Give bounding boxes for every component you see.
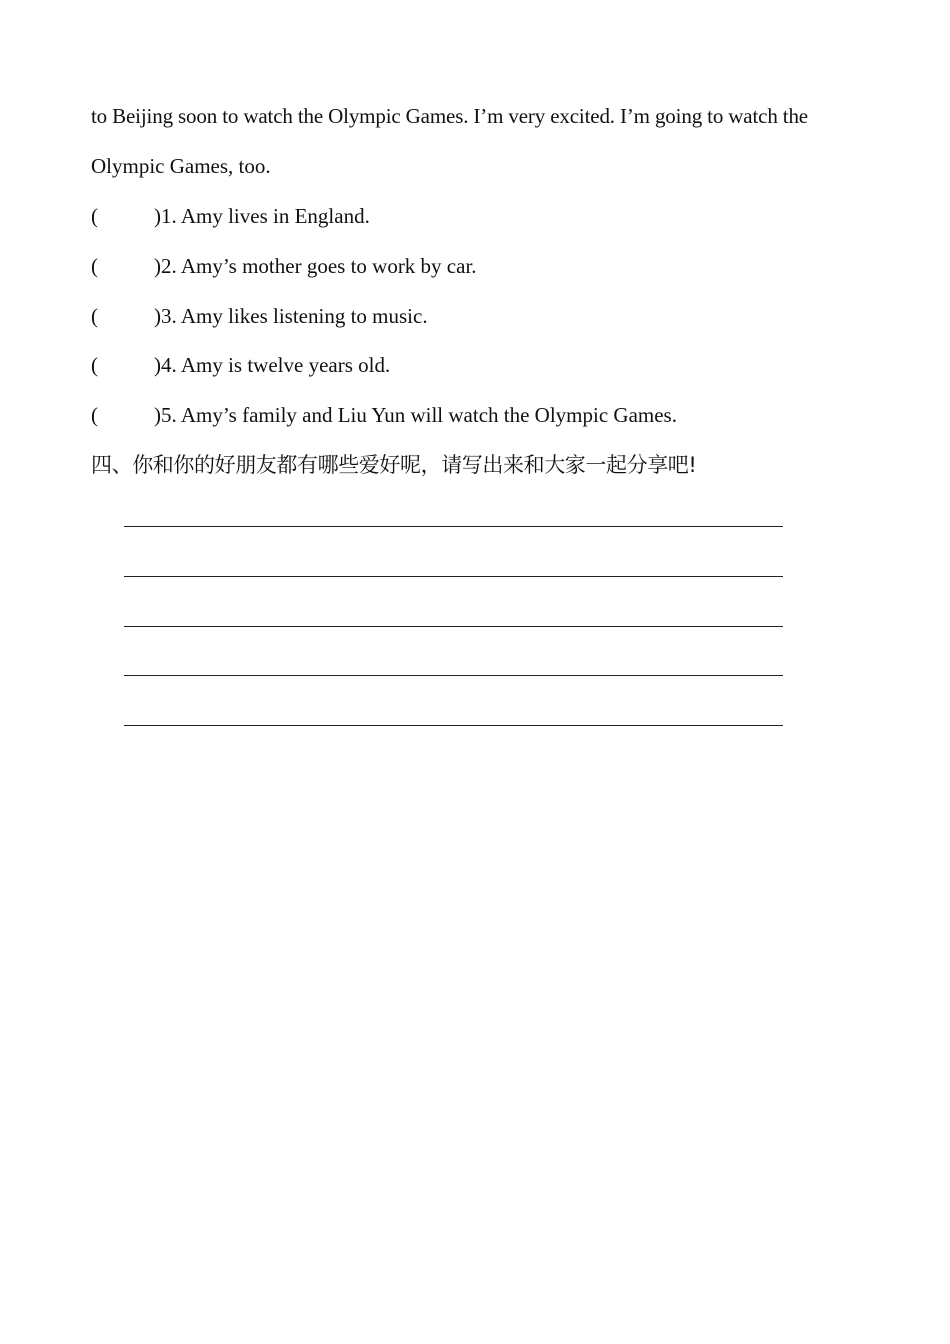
section-4-heading: 四、你和你的好朋友都有哪些爱好呢，请写出来和大家一起分享吧! xyxy=(91,453,697,477)
question-text: )4. Amy is twelve years old. xyxy=(154,353,391,377)
question-4 xyxy=(91,350,390,380)
answer-blank[interactable]: ( xyxy=(91,204,98,228)
question-1 xyxy=(91,201,370,231)
question-text: )3. Amy likes listening to music. xyxy=(154,304,428,328)
writing-line[interactable] xyxy=(124,526,783,527)
question-2 xyxy=(91,251,477,281)
answer-blank[interactable]: ( xyxy=(91,353,98,377)
answer-blank[interactable]: ( xyxy=(91,254,98,278)
answer-blank[interactable]: ( xyxy=(91,304,98,328)
question-text: )1. Amy lives in England. xyxy=(154,204,370,228)
writing-line[interactable] xyxy=(124,675,783,676)
question-3 xyxy=(91,301,428,331)
question-text: )5. Amy’s family and Liu Yun will watch the Olympic Games. xyxy=(154,403,677,427)
answer-blank[interactable]: ( xyxy=(91,403,98,427)
question-5 xyxy=(91,400,677,430)
passage-line-1: to Beijing soon to watch the Olympic Games. I’m very excited. I’m going to watch the xyxy=(91,104,808,128)
writing-line[interactable] xyxy=(124,725,783,726)
writing-line[interactable] xyxy=(124,626,783,627)
writing-line[interactable] xyxy=(124,576,783,577)
question-text: )2. Amy’s mother goes to work by car. xyxy=(154,254,477,278)
passage-line-2: Olympic Games, too. xyxy=(91,154,271,178)
